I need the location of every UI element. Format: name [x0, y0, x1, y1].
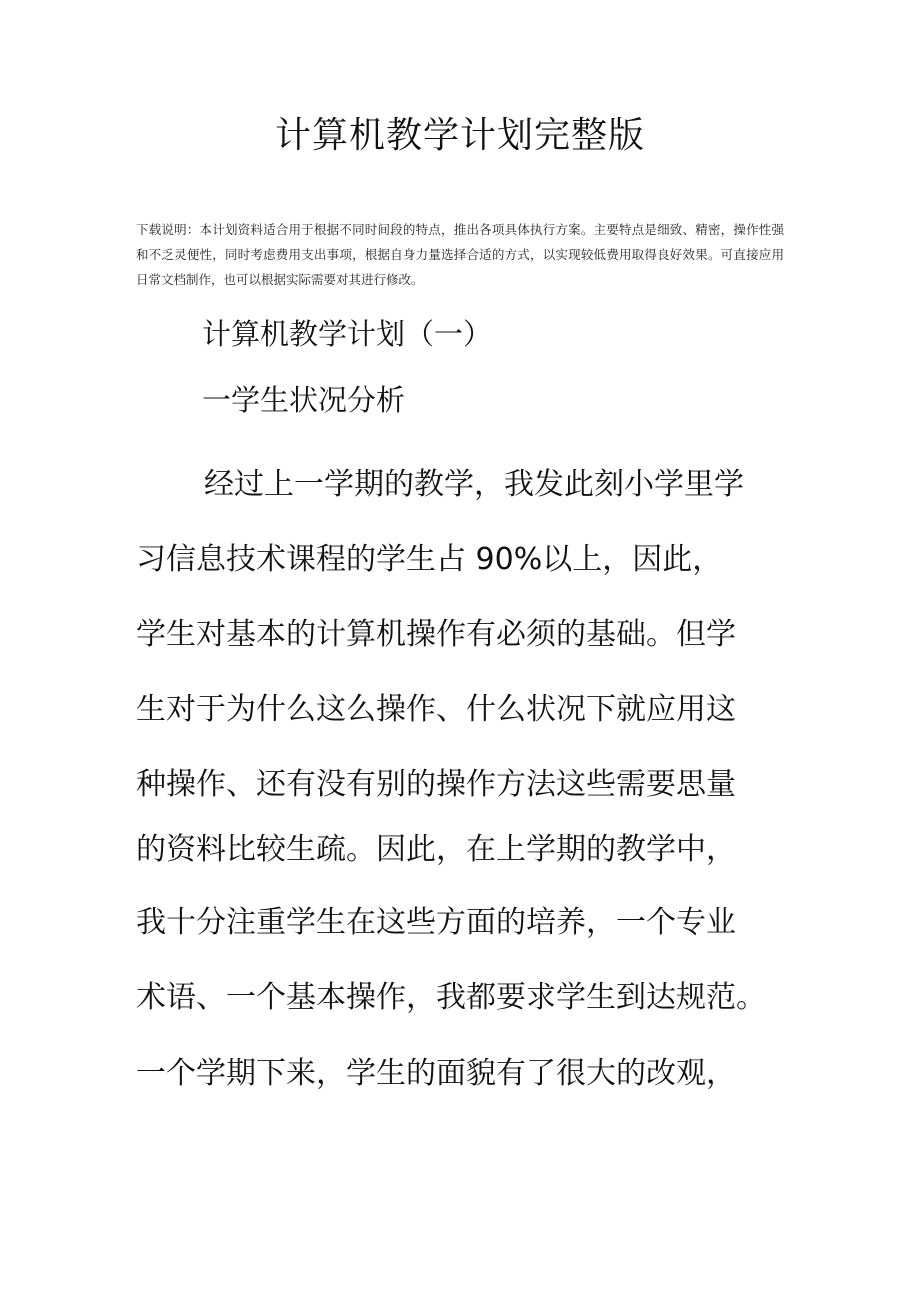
body-paragraph-line: 习信息技术课程的学生占 90%以上，因此， — [136, 542, 723, 577]
document-title: 计算机教学计划完整版 — [274, 115, 645, 156]
body-paragraph-line: 学生对基本的计算机操作有必须的基础。但学 — [136, 617, 736, 652]
body-paragraph-line: 一个学期下来，学生的面貌有了很大的改观， — [136, 1056, 736, 1091]
body-paragraph-line: 我十分注重学生在这些方面的培养，一个专业 — [136, 905, 736, 940]
subsection-title: 一学生状况分析 — [202, 383, 406, 417]
body-paragraph-line: 经过上一学期的教学，我发此刻小学里学 — [204, 467, 744, 502]
body-paragraph-line: 的资料比较生疏。因此，在上学期的教学中， — [136, 832, 736, 867]
body-paragraph-line: 术语、一个基本操作，我都要求学生到达规范。 — [136, 980, 766, 1015]
body-paragraph-line: 种操作、还有没有别的操作方法这些需要思量 — [136, 767, 736, 802]
body-paragraph-line: 生对于为什么这么操作、什么状况下就应用这 — [136, 692, 736, 727]
section-title: 计算机教学计划（一） — [202, 317, 493, 351]
download-note: 下载说明：本计划资料适合用于根据不同时间段的特点，推出各项具体执行方案。主要特点是细致、精密，操作性强和不乏灵便性，同时考虑费用支出事项，根据自身力量选择合适的方式，以实现较低费用取得良好效果。可直接应用日常文档制作，也可以根据实际需要对其进行修改。 — [136, 222, 784, 287]
